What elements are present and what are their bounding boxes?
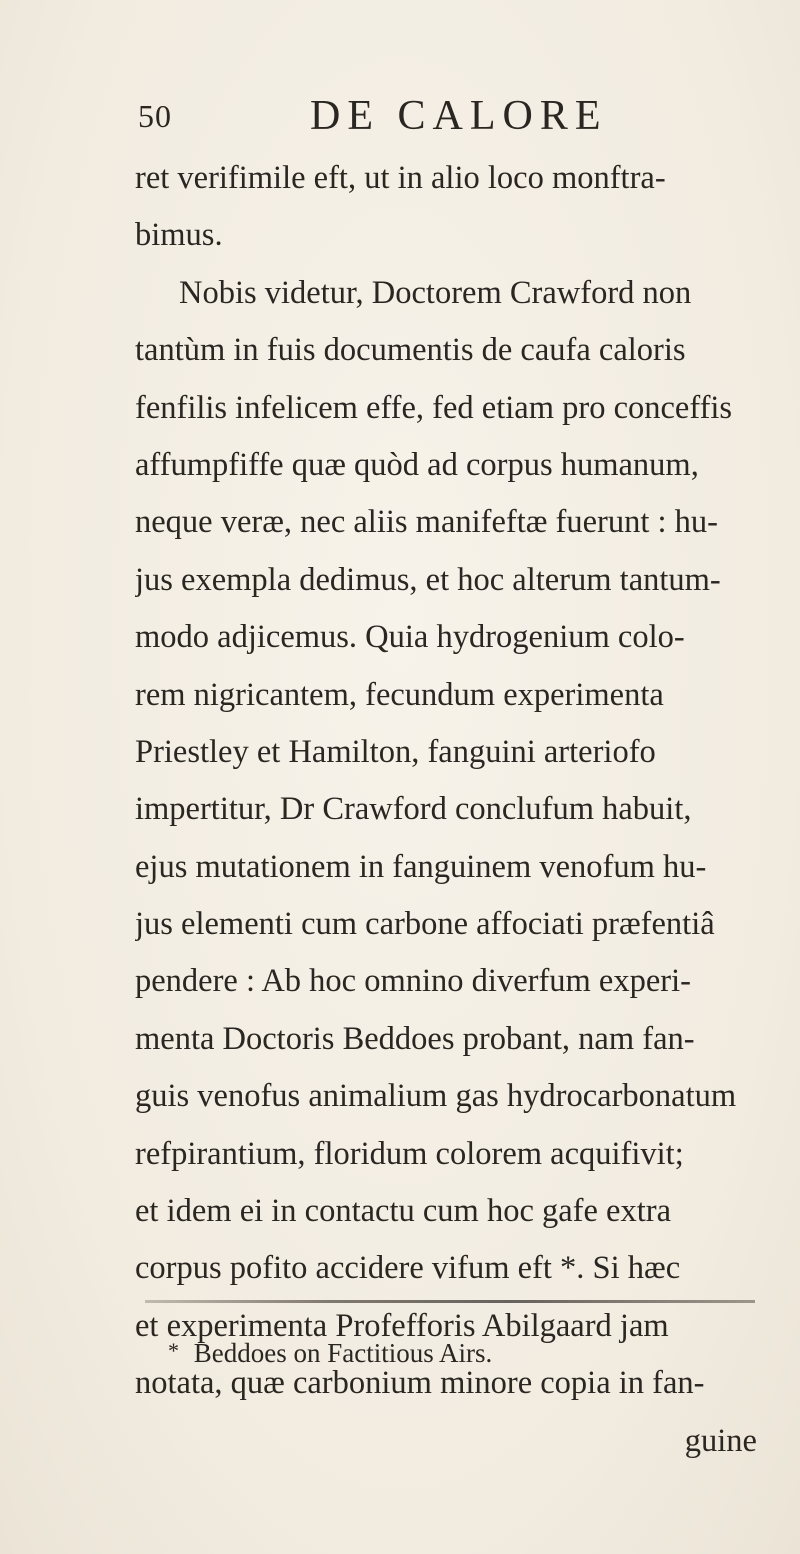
text-line: bimus.	[135, 217, 223, 254]
text-line: rem nigricantem, fecundum experimenta	[135, 676, 664, 713]
catchword-line: guine	[684, 1422, 757, 1459]
text-line: menta Doctoris Beddoes probant, nam fan-	[135, 1020, 695, 1057]
text-line: impertitur, Dr Crawford conclufum habuit,	[135, 791, 692, 828]
paragraph-start-line: Nobis videtur, Doctorem Crawford non	[179, 274, 692, 311]
text-line: refpirantium, floridum colorem acquifivit;	[135, 1135, 684, 1172]
running-title: DE CALORE	[310, 93, 608, 139]
text-line: modo adjicemus. Quia hydrogenium colo-	[135, 619, 685, 656]
page-number: 50	[138, 98, 172, 134]
text-line: corpus pofito accidere vifum eft *. Si hæc	[135, 1250, 681, 1287]
page-header	[0, 92, 800, 142]
text-line: Priestley et Hamilton, fanguini arteriofo	[135, 733, 656, 770]
text-line: affumpfiffe quæ quòd ad corpus humanum,	[135, 446, 699, 483]
body-text	[135, 150, 765, 1470]
text-line: guis venofus animalium gas hydrocarbonatum	[135, 1078, 737, 1115]
text-line: notata, quæ carbonium minore copia in fan-	[135, 1365, 705, 1402]
footnote	[168, 1338, 492, 1369]
text-line: et experimenta Profefforis Abilgaard jam	[135, 1307, 669, 1344]
footnote-marker: *	[168, 1338, 179, 1363]
text-line: ejus mutationem in fanguinem venofum hu-	[135, 848, 707, 885]
text-line: neque veræ, nec aliis manifeftæ fuerunt : hu-	[135, 504, 719, 541]
footnote-text: Beddoes on Factitious Airs.	[193, 1338, 493, 1368]
text-line: et idem ei in contactu cum hoc gafe extra	[135, 1193, 672, 1230]
text-line: tantùm in fuis documentis de caufa caloris	[135, 332, 686, 369]
text-line: pendere : Ab hoc omnino diverfum experi-	[135, 963, 691, 1000]
text-line: jus exempla dedimus, et hoc alterum tantum-	[135, 561, 721, 598]
footnote-rule	[145, 1300, 755, 1303]
text-line: ret verifimile eft, ut in alio loco monftra-	[135, 160, 666, 196]
text-line: fenfilis infelicem effe, fed etiam pro conceffis	[135, 389, 733, 426]
text-line: jus elementi cum carbone affociati præfentiâ	[135, 906, 715, 943]
